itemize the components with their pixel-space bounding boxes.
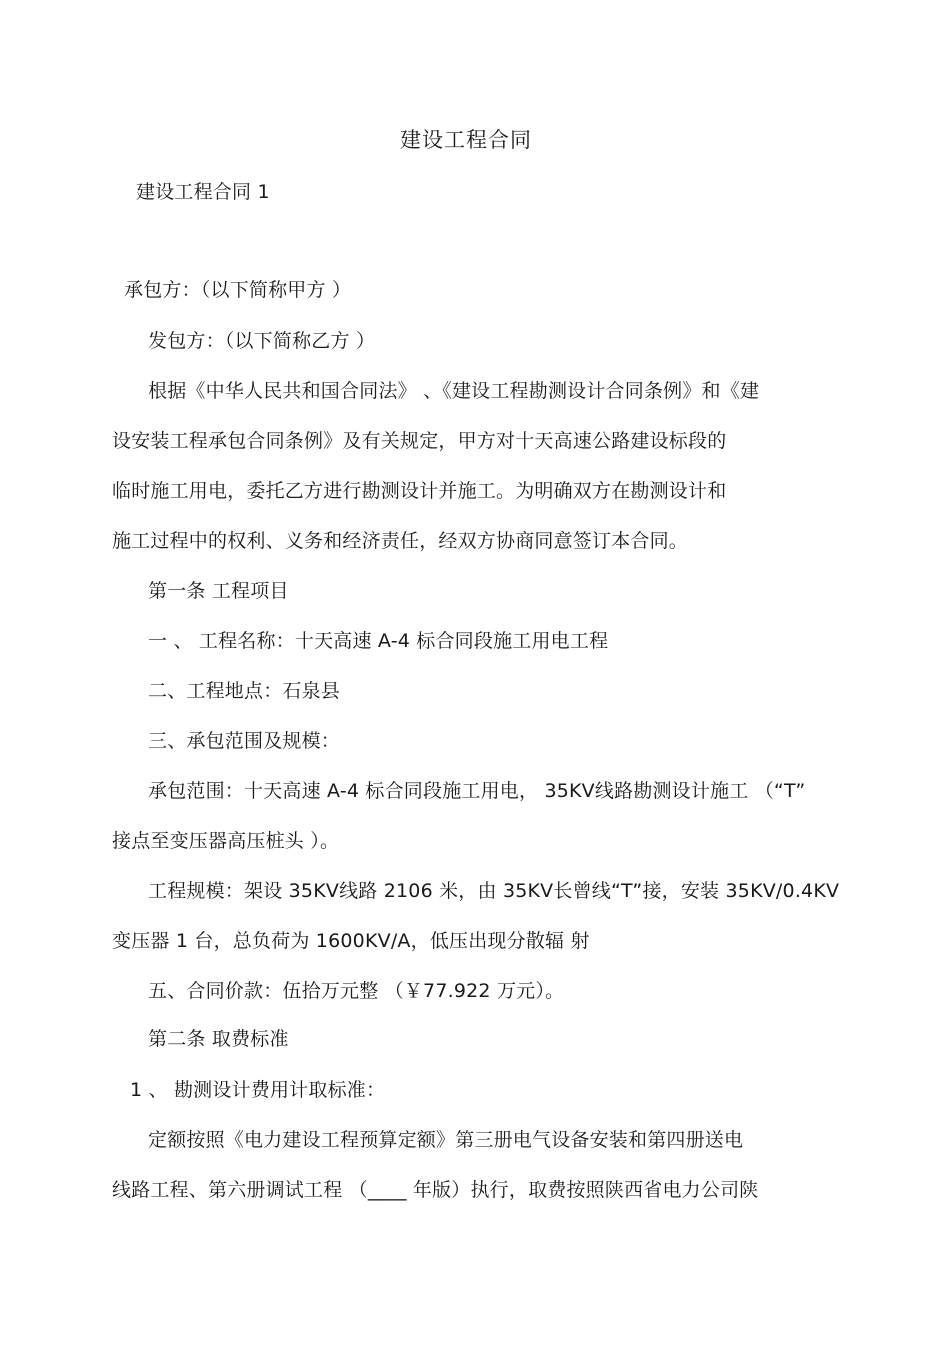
paragraph-line: 工程规模：架设 35KV线路 2106 米，由 35KV长曾线“T”接，安装 35KV/0.4KV bbox=[148, 880, 840, 902]
paragraph-line: 发包方：（以下简称乙方 ） bbox=[148, 330, 376, 352]
paragraph-line: 定额按照《电力建设工程预算定额》第三册电气设备安装和第四册送电 bbox=[148, 1129, 744, 1151]
paragraph-line: 第一条 工程项目 bbox=[148, 580, 289, 602]
paragraph-line: 五、合同价款：伍拾万元整 （￥77.922 万元）。 bbox=[148, 980, 565, 1002]
document-title: 建设工程合同 bbox=[400, 128, 532, 152]
paragraph-line: 设安装工程承包合同条例》及有关规定，甲方对十天高速公路建设标段的 bbox=[112, 430, 727, 452]
paragraph-line: 施工过程中的权利、义务和经济责任，经双方协商同意签订本合同。 bbox=[112, 530, 689, 552]
paragraph-line: 根据《中华人民共和国合同法》 、《建设工程勘测设计合同条例》和《建 bbox=[148, 380, 760, 402]
paragraph-line: 三、承包范围及规模： bbox=[148, 730, 341, 752]
paragraph-line: 线路工程、第六册调试工程 （____ 年版）执行，取费按照陕西省电力公司陕 bbox=[112, 1179, 759, 1201]
paragraph-line: 第二条 取费标准 bbox=[148, 1028, 289, 1050]
paragraph-line: 接点至变压器高压桩头 ）。 bbox=[112, 830, 340, 852]
document-subtitle: 建设工程合同 1 bbox=[136, 181, 270, 203]
paragraph-line: 承包方：（以下简称甲方 ） bbox=[124, 279, 352, 301]
paragraph-line: 二、工程地点：石泉县 bbox=[148, 680, 341, 702]
paragraph-line: 一 、 工程名称：十天高速 A-4 标合同段施工用电工程 bbox=[148, 630, 609, 652]
paragraph-line: 变压器 1 台，总负荷为 1600KV/A，低压出现分散辐 射 bbox=[112, 930, 590, 952]
paragraph-line: 承包范围：十天高速 A-4 标合同段施工用电， 35KV线路勘测设计施工 （“T” bbox=[148, 780, 806, 802]
paragraph-line: 临时施工用电，委托乙方进行勘测设计并施工。为明确双方在勘测设计和 bbox=[112, 480, 727, 502]
paragraph-line: 1 、 勘测设计费用计取标准： bbox=[130, 1079, 386, 1101]
